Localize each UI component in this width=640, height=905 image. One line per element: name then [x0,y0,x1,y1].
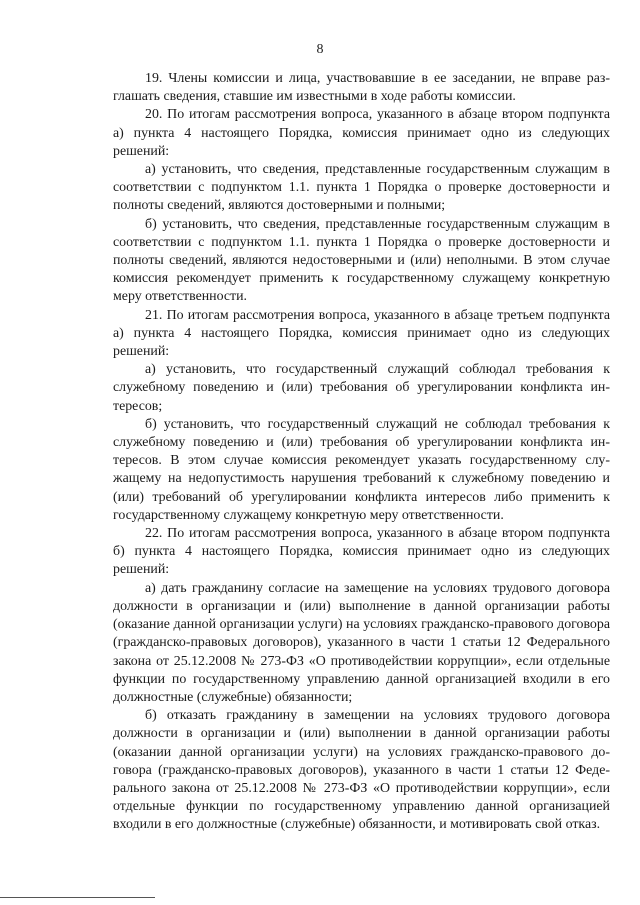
paragraph-19: 19. Члены комиссии и лица, участвовавшие в ее заседании, не вправе разглашать сведения, ставшие им известными в ходе работы комиссии. [113,71,610,105]
paragraph-20: 20. По итогам рассмотрения вопроса, указанного в абзаце втором подпункта а) пункта 4 настоящего Порядка, комиссия принимает одно из следующих решений: [113,107,610,159]
paragraph-20-b: б) установить, что сведения, представленные государственным служащим в соответствии с подпунктом 1.1. пункта 1 Порядка о проверке достоверности и полноты сведений, являются недостоверными и (или) неполными. В этом случае комиссия рекомендует применить к государственному служащему конкретную меру ответственности. [113,216,610,305]
paragraph-22-a: а) дать гражданину согласие на замещение на условиях трудового договора должности в организации и (или) выполнение в данной организации работы (оказание данной организации услуги) на условиях гражданско-правового договора (гражданско-правовых договоров), указанного в части 1 статьи 12 Федерального закона от 25.12.2008 № 273-ФЗ «О противодействии коррупции», если отдельные функции по государственному управлению данной организацией входили в его должностные (служебные) обязанности; [113,580,610,705]
footer-divider [0,897,155,898]
paragraph-22-b: б) отказать гражданину в замещении на условиях трудового договора должности в организации и (или) выполнении в данной организации работы (оказании данной организации услуги) на условиях гражданско-правового договора (гражданско-правовых договоров), указанного в части 1 статьи 12 Федерального закона от 25.12.2008 № 273-ФЗ «О противодействии коррупции», если отдельные функции по государственному управлению данной организацией входили в его должностные (служебные) обязанности, и мотивировать свой отказ. [113,708,610,833]
page-number: 8 [316,42,324,57]
paragraph-21-a: а) установить, что государственный служащий соблюдал требования к служебному поведению и (или) требования об урегулировании конфликта интересов; [113,362,610,414]
document-body [113,70,610,835]
paragraph-20-a: а) установить, что сведения, представленные государственным служащим в соответствии с подпунктом 1.1. пункта 1 Порядка о проверке достоверности и полноты сведений, являются достоверными и полными; [113,162,610,214]
paragraph-21-b: б) установить, что государственный служащий не соблюдал требования к служебному поведению и (или) требования об урегулировании конфликта интересов. В этом случае комиссия рекомендует указать государственному служащему на недопустимость нарушения требований к служебному поведению и (или) требований об урегулировании конфликта интересов либо применить к государственному служащему конкретную меру ответственности. [113,416,610,523]
paragraph-21: 21. По итогам рассмотрения вопроса, указанного в абзаце третьем подпункта а) пункта 4 настоящего Порядка, комиссия принимает одно из следующих решений: [113,307,610,360]
paragraph-22: 22. По итогам рассмотрения вопроса, указанного в абзаце втором подпункта б) пункта 4 настоящего Порядка, комиссия принимает одно из следующих решений: [113,526,610,578]
